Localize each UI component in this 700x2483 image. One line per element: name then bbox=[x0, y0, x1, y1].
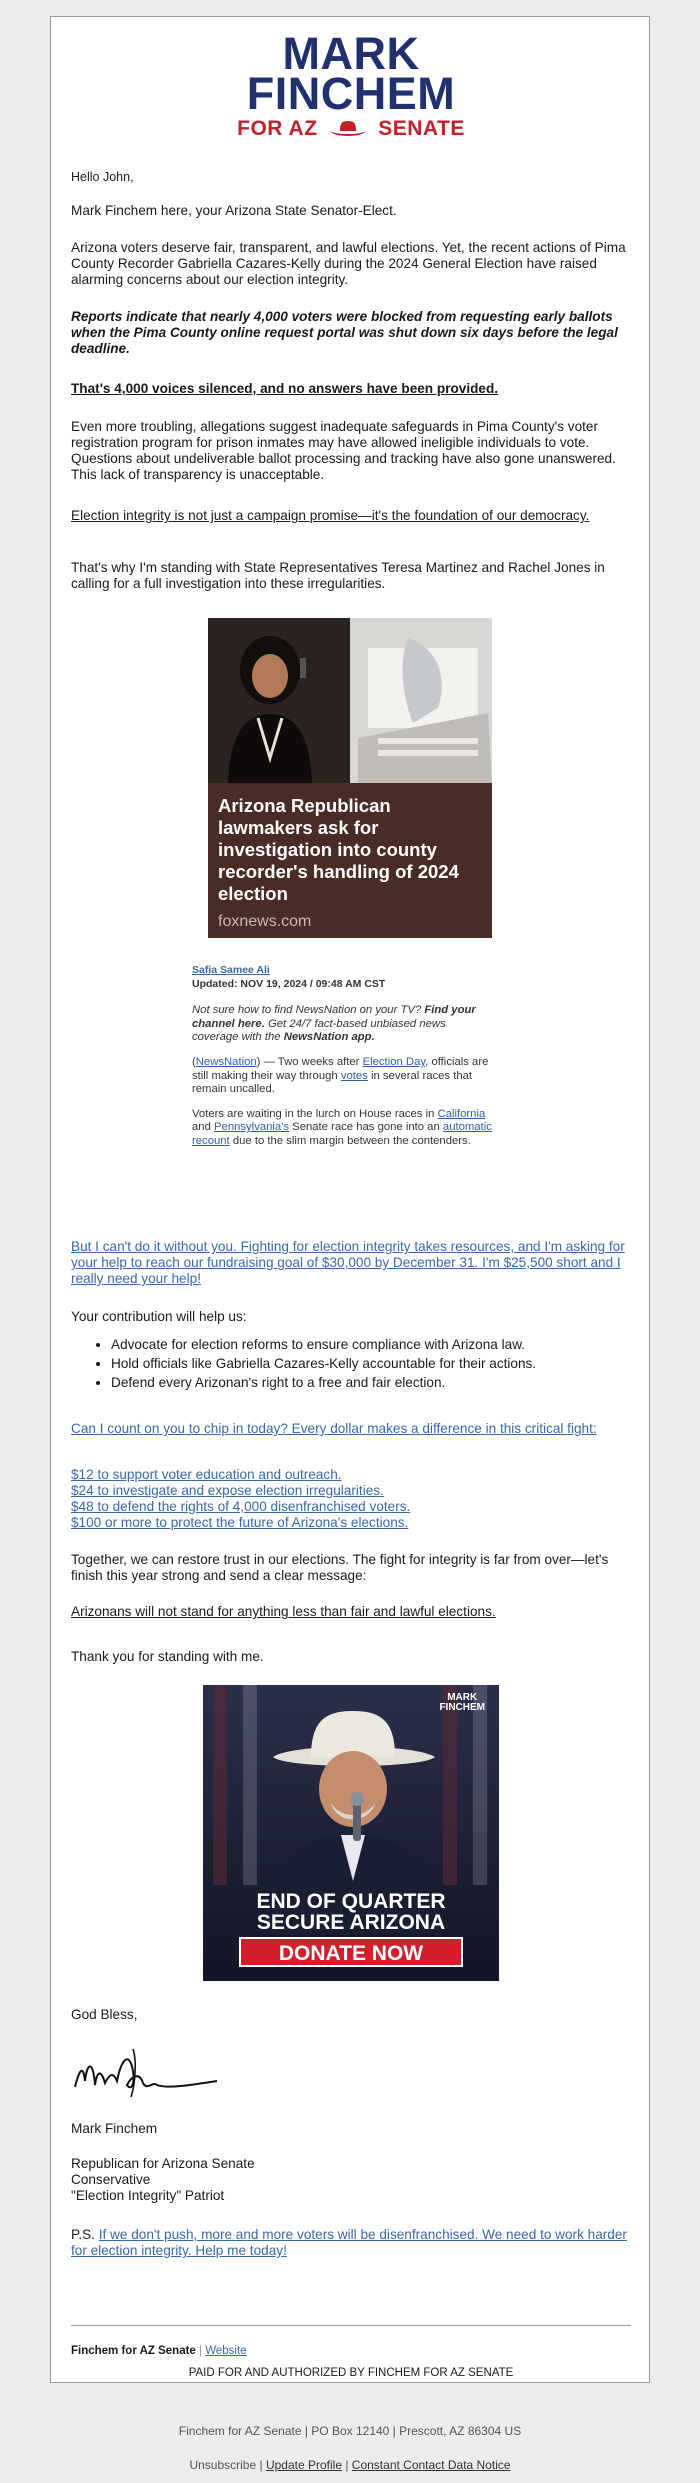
signature-image bbox=[71, 2041, 221, 2105]
signer-titles bbox=[71, 2156, 631, 2204]
donate-now-banner[interactable] bbox=[203, 1685, 499, 1981]
paragraph-1: Arizona voters deserve fair, transparent, and lawful elections. Yet, the recent actions of Pima County Recorder Gabriella Cazares-Kelly during the 2024 General Election have raised alarming concerns about our election integrity. bbox=[71, 240, 626, 287]
newsnation-app-link[interactable]: NewsNation app. bbox=[283, 1031, 375, 1044]
article-p2-d: due to the slim margin between the contenders. bbox=[229, 1134, 471, 1147]
ps-donate-link[interactable]: If we don't push, more and more voters will be disenfranchised. We need to work harder for election integrity. Help me today! bbox=[71, 2227, 627, 2258]
footer-links-separator: | bbox=[342, 2458, 352, 2472]
unsubscribe-link[interactable]: Unsubscribe bbox=[189, 2458, 257, 2472]
paragraph-2: Reports indicate that nearly 4,000 voters were blocked from requesting early ballots when the Pima County online request portal was shut down six days before the legal deadline. bbox=[71, 309, 618, 356]
mailing-address: Finchem for AZ Senate | PO Box 12140 | Prescott, AZ 86304 US bbox=[178, 2424, 522, 2438]
handwritten-signature bbox=[71, 2041, 221, 2105]
article-note-c: Get 24/7 fact-based unbiased news coverage with the bbox=[192, 1017, 446, 1044]
footer-separator: | bbox=[195, 2345, 206, 2357]
paragraph-6: That's why I'm standing with State Representatives Teresa Martinez and Rachel Jones in calling for a full investigation into these irregularities. bbox=[71, 560, 605, 591]
thank-you: Thank you for standing with me. bbox=[71, 1649, 264, 1664]
list-item: • Advocate for election reforms to ensure compliance with Arizona law. bbox=[111, 1337, 631, 1353]
paid-for-disclaimer: PAID FOR AND AUTHORIZED BY FINCHEM FOR AZ SENATE bbox=[188, 2367, 514, 2379]
banner-logo bbox=[439, 1693, 485, 1713]
article-author-link[interactable]: Safia Samee Ali bbox=[192, 964, 270, 976]
donate-48-link[interactable]: $48 to defend the rights of 4,000 disenfranchised voters. bbox=[71, 1499, 411, 1514]
news-image-caption bbox=[208, 783, 492, 938]
signer-name: Mark Finchem bbox=[71, 2121, 158, 2136]
greeting: Hello John, bbox=[71, 170, 134, 184]
logo-senate: SENATE bbox=[378, 117, 465, 140]
paragraph-4: Even more troubling, allegations suggest inadequate safeguards in Pima County's voter registration program for prison inmates may have allowed ineligible individuals to vote. Questions about undeliverable ballot processing and tracking have also gone unanswered. This lack of transparency is unacceptable. bbox=[71, 419, 616, 482]
postscript bbox=[71, 2227, 631, 2259]
closing: God Bless, bbox=[71, 2007, 138, 2022]
news-article-image[interactable] bbox=[208, 618, 492, 938]
find-channel-link[interactable]: Find your channel here. bbox=[192, 1004, 476, 1030]
newsnation-link[interactable]: NewsNation bbox=[195, 1055, 257, 1068]
election-day-link[interactable]: Election Day bbox=[362, 1055, 426, 1068]
signer-title-line: Republican for Arizona Senate bbox=[71, 2156, 255, 2171]
ps-label: P.S. bbox=[71, 2227, 99, 2242]
footer-divider bbox=[71, 2325, 631, 2326]
article-p2-c: Senate race has gone into an bbox=[289, 1121, 443, 1134]
footer-org-line bbox=[71, 2345, 247, 2357]
news-image-source: foxnews.com bbox=[218, 913, 312, 930]
update-profile-link[interactable]: Update Profile bbox=[265, 2458, 342, 2472]
news-photo bbox=[208, 618, 492, 783]
together-paragraph: Together, we can restore trust in our elections. The fight for integrity is far from over—let's finish this year strong and send a clear message: bbox=[71, 1552, 609, 1583]
email-card bbox=[50, 16, 650, 2383]
california-link[interactable]: California bbox=[437, 1107, 486, 1120]
paragraph-3: That's 4,000 voices silenced, and no answers have been provided. bbox=[71, 381, 499, 396]
article-p1-c: in several races that remain uncalled. bbox=[192, 1069, 473, 1096]
article-note-a: Not sure how to find NewsNation on your TV? bbox=[192, 1004, 425, 1017]
article-excerpt bbox=[192, 964, 492, 1149]
footer-links bbox=[0, 2458, 700, 2472]
donate-now-button[interactable]: DONATE NOW bbox=[239, 1937, 463, 1967]
article-p1-b: , officials are still making their way through bbox=[192, 1055, 489, 1082]
logo-for-az: FOR AZ bbox=[237, 117, 318, 140]
list-item: • Defend every Arizonan's right to a free and fair election. bbox=[111, 1375, 631, 1391]
article-p2-b: and bbox=[192, 1121, 214, 1134]
banner-logo-line-2: FINCHEM bbox=[439, 1702, 485, 1713]
donate-12-link[interactable]: $12 to support voter education and outreach. bbox=[71, 1467, 342, 1482]
donate-24-link[interactable]: $24 to investigate and expose election irregularities. bbox=[71, 1483, 384, 1498]
clear-message: Arizonans will not stand for anything less than fair and lawful elections. bbox=[71, 1604, 496, 1619]
article-p2-a: Voters are waiting in the lurch on House races in bbox=[192, 1107, 438, 1120]
constant-contact-notice-link[interactable]: Constant Contact Data Notice bbox=[351, 2458, 511, 2472]
article-paragraph-1 bbox=[192, 1056, 492, 1097]
logo-line-mark: MARK bbox=[282, 28, 420, 79]
logo-line-for-az-senate bbox=[51, 116, 651, 144]
paragraph-5: Election integrity is not just a campaign promise—it's the foundation of our democracy. bbox=[71, 508, 590, 523]
chip-in-link[interactable]: Can I count on you to chip in today? Every dollar makes a difference in this critical fight: bbox=[71, 1421, 597, 1436]
list-item: • Hold officials like Gabriella Cazares-Kelly accountable for their actions. bbox=[111, 1356, 631, 1372]
banner-logo-line-1: MARK bbox=[447, 1692, 478, 1703]
article-updated: Updated: NOV 19, 2024 / 09:48 AM CST bbox=[192, 977, 386, 990]
article-p1-open: ( bbox=[192, 1055, 196, 1068]
contribution-list bbox=[71, 1337, 631, 1394]
article-p1-a: ) — Two weeks after bbox=[256, 1055, 363, 1068]
banner-line-1: END OF QUARTER bbox=[256, 1890, 446, 1913]
donate-100-link[interactable]: $100 or more to protect the future of Arizona's elections. bbox=[71, 1515, 409, 1530]
article-paragraph-2 bbox=[192, 1108, 492, 1149]
logo-line-finchem: FINCHEM bbox=[246, 68, 456, 119]
intro-paragraph: Mark Finchem here, your Arizona State Senator-Elect. bbox=[71, 203, 397, 218]
banner-headline bbox=[203, 1891, 499, 1933]
votes-link[interactable]: votes bbox=[340, 1069, 368, 1082]
footer-links-separator: | bbox=[256, 2458, 266, 2472]
donation-amounts bbox=[71, 1467, 631, 1531]
automatic-recount-link[interactable]: automatic recount bbox=[192, 1121, 492, 1147]
banner-line-2: SECURE ARIZONA bbox=[256, 1911, 446, 1934]
news-caption-text: Arizona Republican lawmakers ask for investigation into county recorder's handling of 2024 election bbox=[218, 795, 459, 904]
fundraising-ask-link[interactable]: But I can't do it without you. Fighting for election integrity takes resources, and I'm asking for your help to reach our fundraising goal of $30,000 by December 31. I'm $25,500 short and I really need your help! bbox=[71, 1239, 625, 1286]
footer-org-name: Finchem for AZ Senate bbox=[71, 2345, 196, 2357]
contribution-intro: Your contribution will help us: bbox=[71, 1309, 247, 1324]
signer-title-line: Conservative bbox=[71, 2172, 151, 2187]
footer-website-link[interactable]: Website bbox=[205, 2345, 247, 2357]
cowboy-hat-icon bbox=[328, 118, 368, 144]
campaign-logo bbox=[51, 28, 651, 158]
article-note bbox=[192, 1004, 492, 1045]
pennsylvania-link[interactable]: Pennsylvania's bbox=[214, 1121, 290, 1134]
signer-title-line: "Election Integrity" Patriot bbox=[71, 2188, 225, 2203]
